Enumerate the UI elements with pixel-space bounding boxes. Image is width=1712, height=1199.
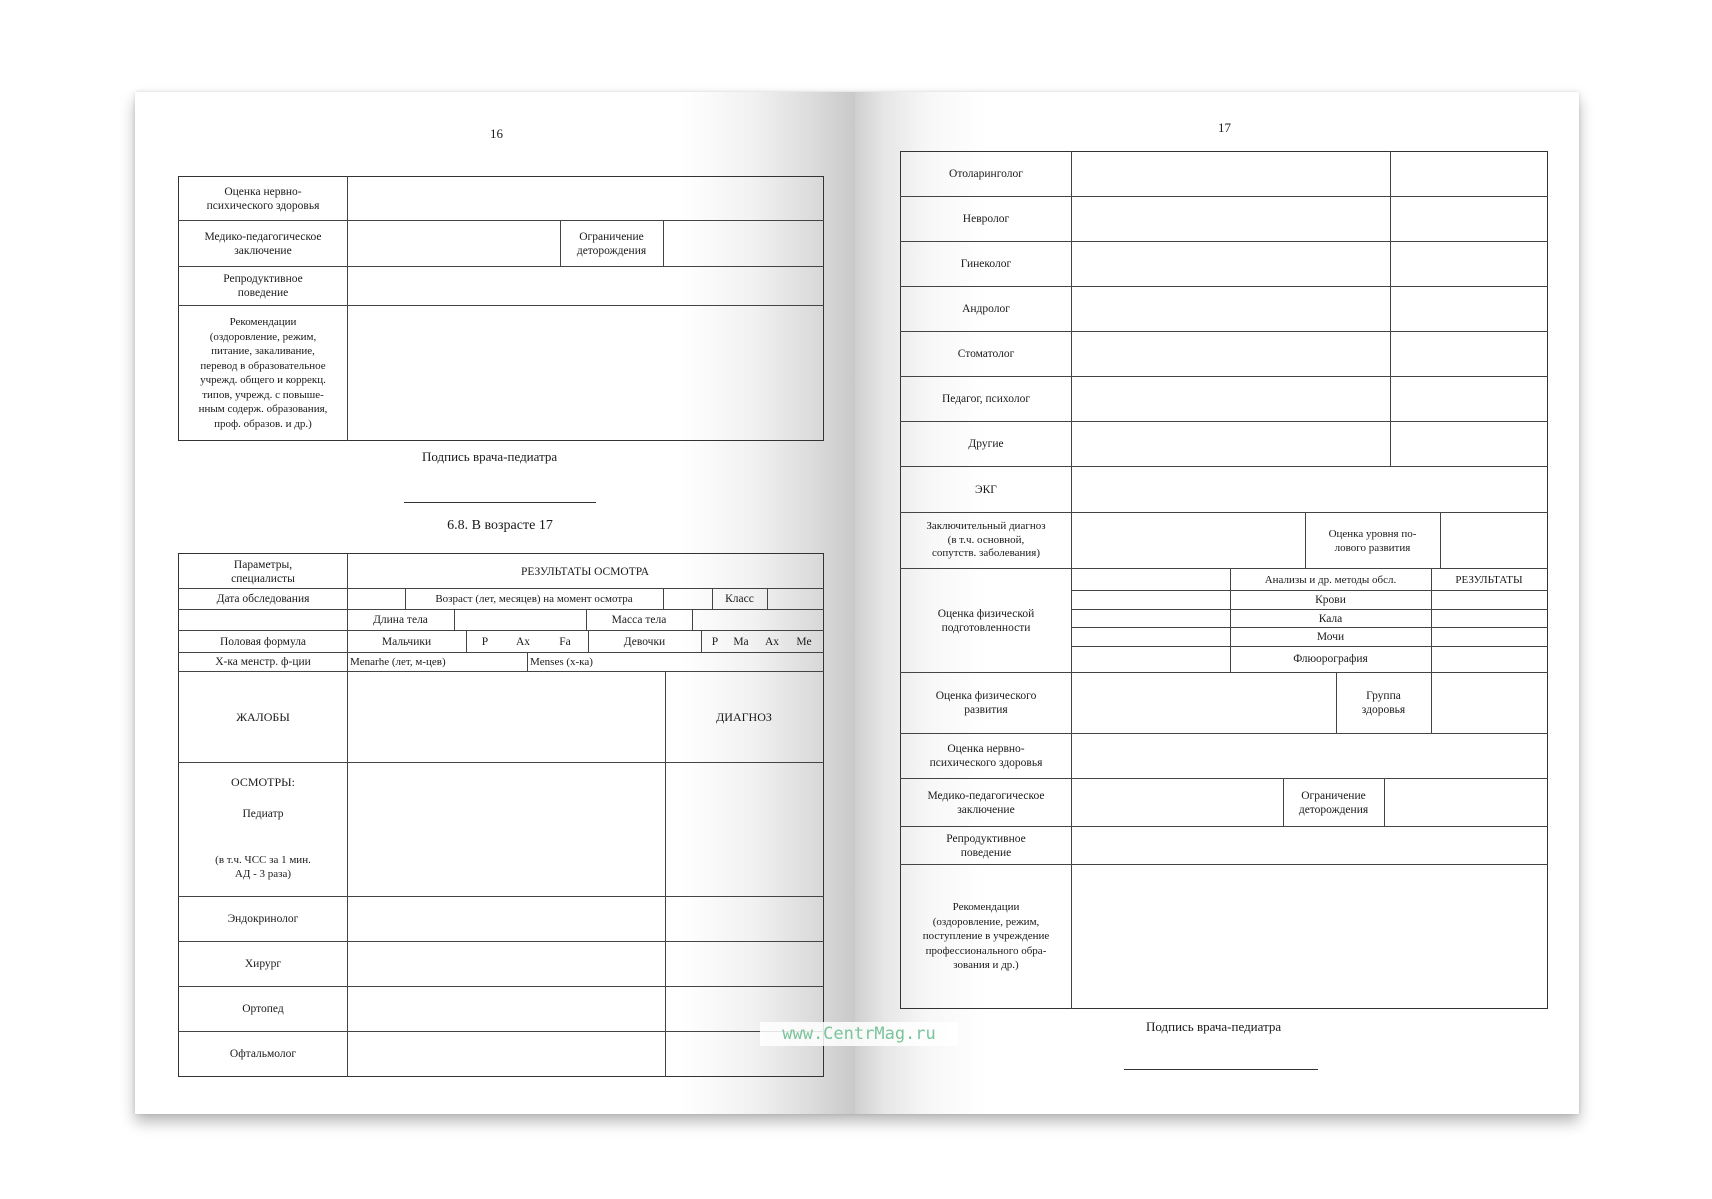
- signature-label-left: Подпись врача-педиатра: [422, 449, 558, 464]
- label-diagnosis: ДИАГНОЗ: [716, 710, 772, 724]
- label-childbearing-right: Ограничение деторождения: [1298, 789, 1369, 816]
- label-endocrinologist: Эндокринолог: [227, 913, 299, 925]
- label-physical-fitness: Оценка физической подготовленности: [937, 607, 1035, 634]
- label-analyses-header: Анализы и др. методы обсл.: [1264, 573, 1397, 586]
- label-complaints: ЖАЛОБЫ: [236, 710, 290, 724]
- label-reproductive-right: Репродуктивное поведение: [946, 832, 1026, 859]
- label-urine: Мочи: [1316, 631, 1345, 643]
- label-sexual-development: Оценка уровня по- лового развития: [1328, 527, 1417, 554]
- header-parameters: Параметры, специалисты: [231, 558, 295, 585]
- label-final-diagnosis: Заключительный диагноз (в т.ч. основной, сопутств. заболевания): [926, 520, 1046, 560]
- label-menstr: Х-ка менстр. ф-ции: [215, 656, 311, 668]
- label-sex-formula: Половая формула: [219, 635, 307, 648]
- label-others: Другие: [968, 438, 1004, 450]
- label-health-group: Группа здоровья: [1361, 690, 1406, 716]
- label-ophthalmologist: Офтальмолог: [229, 1048, 297, 1060]
- label-pediatrician: Педиатр: [242, 808, 284, 820]
- label-age-at-exam: Возраст (лет, месяцев) на момент осмотра: [435, 593, 633, 605]
- section-title: 6.8. В возрасте 17: [447, 518, 553, 533]
- code-boys-fa: Fa: [559, 635, 571, 648]
- watermark: www.CentrMag.ru: [760, 1022, 958, 1046]
- signature-label-right: Подпись врача-педиатра: [1146, 1019, 1282, 1034]
- label-med-ped-right: Медико-педагогическое заключение: [927, 789, 1045, 816]
- row-recommendations: Рекомендации (оздоровление, режим, питание, закаливание, перевод в образовательное учрежд. общего и коррекц. типов, учрежд. с повыше- нным содерж. образования, проф. образов. и др.): [198, 316, 328, 430]
- row-med-ped-conclusion: Медико-педагогическое заключение: [204, 230, 322, 257]
- label-psychologist: Педагог, психолог: [941, 393, 1031, 405]
- label-orthopedist: Ортопед: [242, 1003, 284, 1015]
- label-andrologist: Андролог: [962, 303, 1010, 315]
- row-neuro-health: Оценка нервно- психического здоровья: [206, 185, 320, 212]
- label-results-header: РЕЗУЛЬТАТЫ: [1455, 573, 1523, 586]
- signature-line-left: [404, 502, 596, 503]
- label-pediatrician-note: (в т.ч. ЧСС за 1 мин. АД - 3 раза): [215, 854, 311, 880]
- label-fluorography: Флюорография: [1293, 653, 1368, 665]
- label-menarche: Menarhe (лет, м-цев): [350, 656, 446, 668]
- header-exam-results: РЕЗУЛЬТАТЫ ОСМОТРА: [521, 565, 649, 578]
- label-surgeon: Хирург: [244, 958, 282, 970]
- label-exams: ОСМОТРЫ:: [231, 775, 295, 789]
- label-menses: Menses (х-ка): [530, 656, 593, 668]
- label-stool: Кала: [1318, 612, 1343, 625]
- code-girls-ax: Ax: [764, 635, 780, 648]
- code-girls-p: P: [711, 635, 719, 648]
- label-boys: Мальчики: [381, 635, 432, 648]
- label-physical-development: Оценка физического развития: [935, 690, 1037, 716]
- page-number-left: 16: [490, 126, 503, 141]
- label-neurologist: Невролог: [962, 213, 1010, 225]
- label-girls: Девочки: [623, 635, 666, 648]
- label-class: Класс: [725, 593, 754, 605]
- label-body-length: Длина тела: [373, 614, 428, 626]
- label-neuro-health-right: Оценка нервно- психического здоровья: [929, 743, 1043, 769]
- row-reproductive: Репродуктивное поведение: [223, 273, 303, 299]
- label-blood: Крови: [1315, 594, 1346, 606]
- label-exam-date: Дата обследования: [216, 593, 310, 605]
- label-ekg: ЭКГ: [975, 483, 997, 496]
- row-childbearing-limit: Ограничение деторождения: [576, 230, 647, 257]
- label-otolaryngologist: Отоларинголог: [949, 168, 1023, 180]
- code-girls-me: Me: [796, 635, 812, 648]
- label-gynecologist: Гинеколог: [960, 258, 1012, 270]
- code-girls-ma: Ma: [733, 635, 749, 648]
- code-boys-ax: Ax: [515, 635, 531, 648]
- label-dentist: Стоматолог: [957, 348, 1015, 360]
- code-boys-p: P: [481, 635, 489, 648]
- page-number-right: 17: [1218, 120, 1231, 135]
- signature-line-right: [1124, 1069, 1318, 1070]
- label-body-mass: Масса тела: [611, 614, 667, 626]
- label-recommendations-right: Рекомендации (оздоровление, режим, поступление в учреждение профессионального обра- зования и др.): [922, 901, 1050, 972]
